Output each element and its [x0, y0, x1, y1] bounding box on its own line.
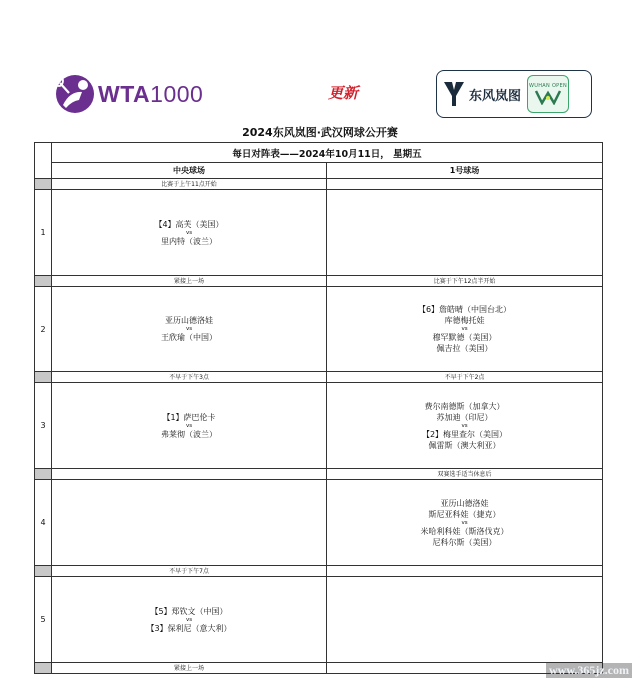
player-name: 【2】梅里查尔（美国） — [421, 429, 508, 439]
time-note-row — [35, 276, 603, 287]
player-name: 【6】詹皓晴（中国台北） — [417, 305, 512, 314]
row-spacer — [35, 276, 52, 287]
wta-wordmark: WTA1000 — [98, 80, 204, 107]
player-name: 亚历山德洛娃 — [440, 498, 489, 508]
player-name: 佩吉拉（美国） — [436, 344, 493, 353]
match-number-label: 1 — [40, 228, 46, 237]
row-spacer — [35, 179, 52, 190]
row-spacer — [35, 566, 52, 577]
time-note-left — [52, 469, 327, 480]
match-cell-left — [52, 287, 327, 372]
match-number-label: 2 — [40, 324, 46, 334]
time-note-text: 紧接上一场 — [173, 664, 204, 672]
schedule-body — [35, 179, 603, 674]
time-note-text: 不早于下午7点 — [169, 567, 209, 575]
match-cell-right — [327, 190, 603, 276]
time-note-left — [52, 179, 327, 190]
voyah-emblem-icon — [443, 80, 465, 108]
player-name: 费尔南德斯（加拿大） — [424, 401, 505, 411]
match-number — [35, 577, 52, 663]
order-of-play-table — [34, 142, 603, 674]
wuhan-open-badge — [527, 75, 569, 113]
table-title-row — [35, 143, 603, 163]
update-tag: 更新 — [328, 84, 359, 102]
match-row — [35, 383, 603, 469]
time-note-text: 不早于下午2点 — [444, 373, 485, 381]
time-note-left — [52, 276, 327, 287]
time-note-left — [52, 372, 327, 383]
versus-label: vs — [461, 326, 468, 332]
row-spacer — [35, 469, 52, 480]
time-note-left — [52, 663, 327, 674]
wta-1000-logo — [52, 66, 232, 122]
player-name: 佩雷斯（澳大利亚） — [428, 440, 501, 450]
time-note-right — [327, 372, 603, 383]
match-cell-left — [52, 480, 327, 566]
versus-label: vs — [185, 326, 193, 332]
time-note-text: 紧接上一场 — [173, 277, 204, 285]
court-header-centre: 中央球场 — [52, 163, 327, 179]
player-name: 尼科尔斯（美国） — [432, 537, 497, 547]
versus-label: vs — [185, 616, 193, 623]
match-number — [35, 480, 52, 566]
match-cell-left — [52, 190, 327, 276]
player-name: 米哈利科娃（斯洛伐克） — [420, 526, 509, 536]
wuhan-open-text: WUHAN OPEN — [529, 83, 567, 89]
versus-label: vs — [185, 229, 193, 236]
match-cell-left — [52, 383, 327, 469]
versus-label: vs — [461, 519, 468, 526]
page-header — [0, 0, 640, 130]
player-name: 【3】保利尼（意大利） — [146, 623, 232, 633]
time-note-row — [35, 566, 603, 577]
match-row — [35, 190, 603, 276]
court-header-1: 1号球场 — [327, 163, 603, 179]
time-note-right — [327, 276, 603, 287]
match-number-label: 5 — [40, 615, 46, 624]
match-cell-right — [327, 287, 603, 372]
match-cell-right — [327, 480, 603, 566]
player-name: 穆罕默德（美国） — [432, 333, 497, 342]
player-name: 【5】郑钦文（中国） — [150, 606, 228, 616]
match-row — [35, 480, 603, 566]
versus-label: vs — [185, 422, 193, 429]
time-note-right — [327, 179, 603, 190]
versus-label: vs — [461, 422, 468, 429]
match-number — [35, 190, 52, 276]
player-name: 弗莱彻（波兰） — [161, 429, 217, 439]
court-header-row — [35, 163, 603, 179]
time-note-row — [35, 372, 603, 383]
match-number-label: 4 — [40, 518, 46, 527]
player-name: 苏加迪（印尼） — [436, 412, 493, 422]
player-name: 【4】高芙（美国） — [154, 219, 224, 229]
row-spacer — [35, 372, 52, 383]
row-spacer — [35, 663, 52, 674]
time-note-text: 比赛于上午11点开始 — [161, 180, 217, 188]
time-note-text: 双赛选手适当休息后 — [437, 470, 492, 478]
match-cell-left — [52, 577, 327, 663]
sponsor-name: 东风岚图 — [469, 88, 522, 104]
match-number — [35, 287, 52, 372]
player-name: 库德梅托娃 — [444, 316, 485, 325]
time-note-right — [327, 469, 603, 480]
time-note-left — [52, 566, 327, 577]
player-name: 斯尼亚科娃（捷克） — [428, 509, 501, 519]
match-number-label: 3 — [40, 421, 46, 430]
time-note-row — [35, 469, 603, 480]
player-name: 【1】萨巴伦卡 — [162, 412, 216, 422]
match-cell-right — [327, 577, 603, 663]
match-row — [35, 577, 603, 663]
watermark: www.365jz.com — [546, 663, 632, 678]
player-name: 里内特（波兰） — [161, 236, 217, 246]
tennis-player-icon — [52, 71, 98, 117]
player-name: 王欣瑜（中国） — [161, 333, 217, 342]
w-emblem-icon — [534, 89, 562, 105]
match-number — [35, 383, 52, 469]
time-note-right — [327, 566, 603, 577]
time-note-row — [35, 179, 603, 190]
time-note-text: 比赛于下午12点半开始 — [433, 277, 496, 285]
match-row — [35, 287, 603, 372]
table-title: 每日对阵表——2024年10月11日， 星期五 — [52, 143, 603, 163]
sponsor-logo — [436, 70, 592, 118]
match-cell-right — [327, 383, 603, 469]
time-note-row — [35, 663, 603, 674]
time-note-text: 不早于下午3点 — [169, 373, 209, 381]
corner-cell — [35, 143, 52, 179]
event-title: 2024东风岚图·武汉网球公开赛 — [242, 126, 398, 139]
player-name: 亚历山德洛娃 — [165, 316, 213, 325]
